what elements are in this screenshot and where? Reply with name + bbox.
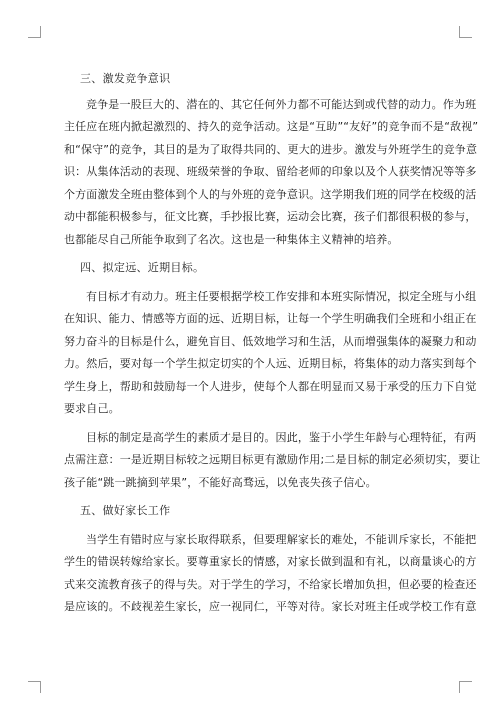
section-heading-5: 五、做好家长工作 [80,504,171,517]
crop-mark-top-left-v [40,26,41,38]
crop-mark-bottom-left-v [40,681,41,693]
text-line: 个方面激发全班由整体到个人的与外班的竞争意识。这学期我们班的同学在校级的活 [64,187,477,201]
text-line: 要求自己。 [64,402,120,415]
text-line: 也都能尽自己所能争取到了名次。这也是一种集体主义精神的培养。 [64,232,399,246]
section-heading-4: 四、拟定远、近期目标。 [80,261,205,274]
section-4-paragraph-1 [64,286,477,421]
text-line: 竞争是一股巨大的、潜在的、其它任何外力都不可能达到或代替的动力。作为班 [86,97,477,111]
section-4-paragraph-2 [64,427,481,495]
text-line: 学生身上，帮助和鼓励每一个人进步，使每个人都在明显而又易于承受的压力下自觉 [64,379,477,393]
crop-mark-top-right-h [460,37,472,38]
text-line: 目标的制定是高学生的素质才是目的。因此，鉴于小学生年龄与心理特征，有两 [86,430,477,444]
crop-mark-bottom-left-h [28,681,40,682]
text-line: 点需注意：一是近期目标较之远期目标更有激励作用;二是目标的制定必须切实，要让 [64,453,481,466]
document-body [64,68,481,619]
crop-mark-top-left-h [28,37,40,38]
text-line: 识：从集体活动的表现、班级荣誉的争取、留给老师的印象以及个人获奖情况等等多 [64,165,477,178]
text-line: 在知识、能力、情感等方面的远、近期目标，让每一个学生明确我们全班和小组正在 [64,312,477,325]
section-3-paragraph-1 [64,94,479,252]
text-line: 和“保守”的竞争，其目的是为了取得共同的、更大的进步。激发与外班学生的竞争意 [64,142,478,156]
text-line: 孩子能“跳一跳摘到苹果”，不能好高骛远，以免丧失孩子信心。 [64,475,377,489]
text-line: 动中都能积极参与，征文比赛，手抄报比赛，运动会比赛，孩子们都很积极的参与， [64,210,477,223]
crop-mark-bottom-right-v [459,681,460,693]
text-line: 主任应在班内掀起激烈的、持久的竞争活动。这是“互助”“友好”的竞争而不是“敌视” [64,120,479,133]
text-line: 是应该的。不歧视差生家长，应一视同仁，平等对待。家长对班主任或学校工作有意 [64,600,477,613]
section-heading-3: 三、激发竞争意识 [80,72,171,85]
text-line: 努力奋斗的目标是什么，避免盲目、低效地学习和生活，从而增强集体的凝聚力和动 [64,334,477,348]
text-line: 式来交流教育孩子的得与失。对于学生的学习，不给家长增加负担，但必要的检查还 [64,577,477,591]
text-line: 当学生有错时应与家长取得联系，但要理解家长的难处，不能训斥家长，不能把 [86,532,477,546]
text-line: 学生的错误转嫁给家长。要尊重家长的情感，对家长做到温和有礼，以商量谈心的方 [64,555,477,568]
text-line: 力。然后，要对每一个学生拟定切实的个人远、近期目标，将集体的动力落实到每个 [64,357,477,370]
section-5-paragraph-1 [64,529,477,619]
crop-mark-bottom-right-h [460,681,472,682]
text-line: 有目标才有动力。班主任要根据学校工作安排和本班实际情况，拟定全班与小组 [86,289,477,303]
